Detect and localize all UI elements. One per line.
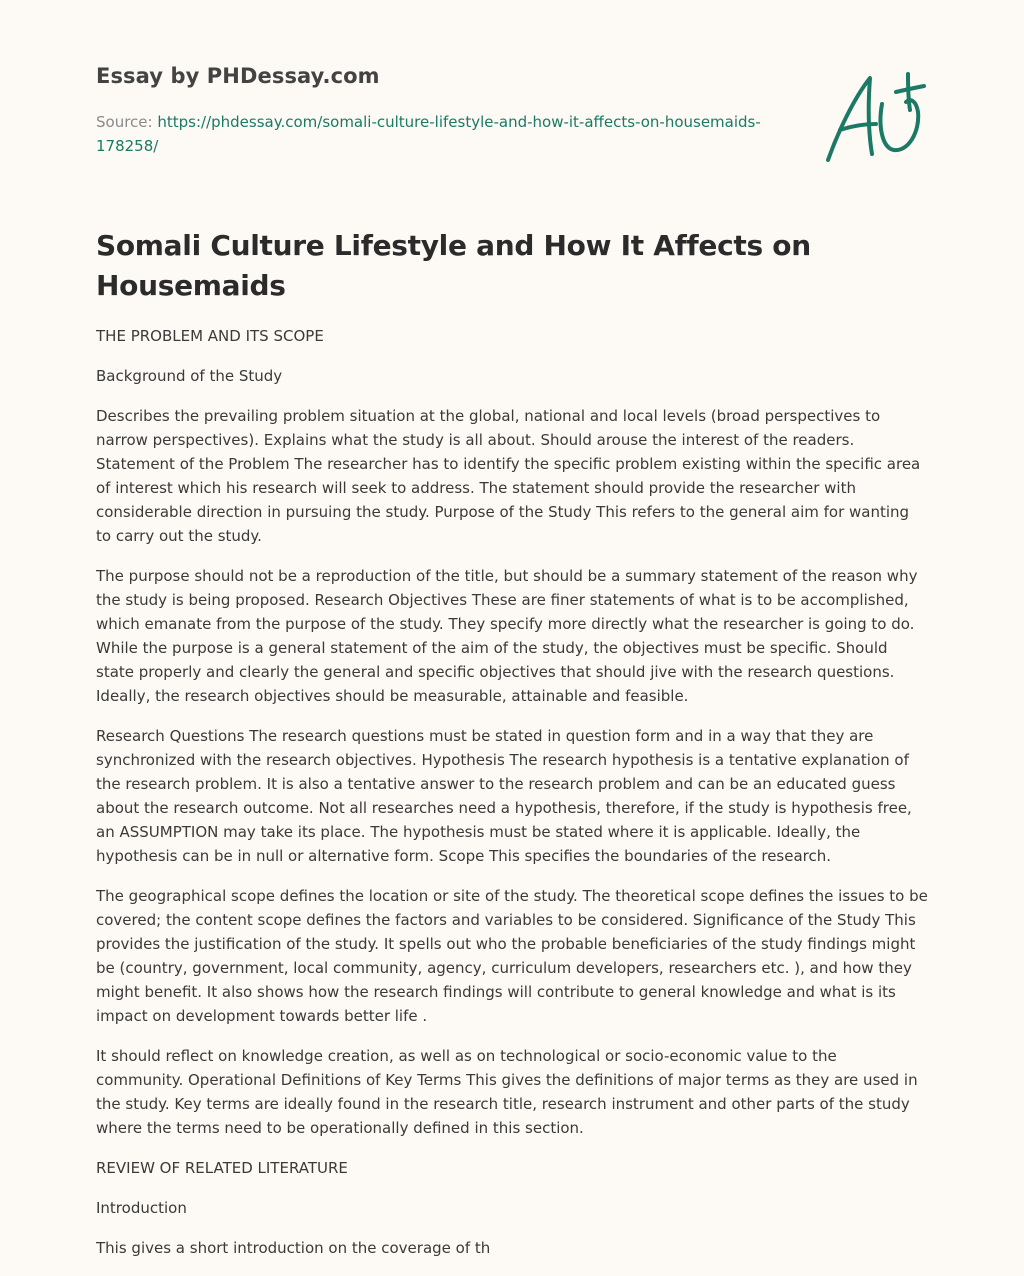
essay-paragraph: Describes the prevailing problem situation at the global, national and local levels (broad perspectives to narrow perspectives). Explains what the study is all about. Should arouse the interest of the readers. Statement of the Problem The researcher has to identify the specific problem existing within the specific area of interest which his research will seek to address. The statement should provide the researcher with considerable direction in pursuing the study. Purpose of the Study This refers to the general aim for wanting to carry out the study. xyxy=(96,407,921,545)
essay-paragraph: The purpose should not be a reproduction of the title, but should be a summary statement of the reason why the study is being proposed. Research Objectives These are finer statements of what is to be accomplished, which emanate from the purpose of the study. They specify more directly what the researcher is going to do. While the purpose is a general statement of the aim of the study, the objectives must be specific. Should state properly and clearly the general and specific objectives that should jive with the research questions. Ideally, the research objectives should be measurable, attainable and feasible. xyxy=(96,567,918,705)
essay-paragraph-truncated: This gives a short introduction on the coverage of th xyxy=(96,1239,491,1257)
essay-body xyxy=(96,324,928,1276)
essay-heading-problem: THE PROBLEM AND ITS SCOPE xyxy=(96,327,324,345)
a-plus-logo-icon xyxy=(824,68,928,168)
site-title: Essay by PHDessay.com xyxy=(96,64,380,88)
essay-title: Somali Culture Lifestyle and How It Affects on Housemaids xyxy=(96,229,811,302)
essay-paragraph: Research Questions The research questions must be stated in question form and in a way that they are synchronized with the research objectives. Hypothesis The research hypothesis is a tentative explanation of the research problem. It is also a tentative answer to the research problem and can be an educated guess about the research outcome. Not all researches need a hypothesis, therefore, if the study is hypothesis free, an ASSUMPTION may take its place. The hypothesis must be stated where it is applicable. Ideally, the hypothesis can be in null or alternative form. Scope This specifies the boundaries of the research. xyxy=(96,727,912,865)
source-line xyxy=(96,110,776,158)
essay-subheading-background: Background of the Study xyxy=(96,367,283,385)
essay-heading-literature: REVIEW OF RELATED LITERATURE xyxy=(96,1159,348,1177)
source-link[interactable]: https://phdessay.com/somali-culture-lifestyle-and-how-it-affects-on-housemaids-178258/ xyxy=(96,113,761,155)
essay-paragraph: The geographical scope defines the location or site of the study. The theoretical scope defines the issues to be covered; the content scope defines the factors and variables to be considered. Significance of the Study This provides the justification of the study. It spells out who the probable beneficiaries of the study findings might be (country, government, local community, agency, curriculum developers, researchers etc. ), and how they might benefit. It also shows how the research findings will contribute to general knowledge and what is its impact on development towards better life . xyxy=(96,887,928,1025)
source-label: Source: xyxy=(96,113,153,131)
essay-subheading-introduction: Introduction xyxy=(96,1199,187,1217)
essay-paragraph: It should reflect on knowledge creation, as well as on technological or socio-economic value to the community. Operational Definitions of Key Terms This gives the definitions of major terms as they are used in the study. Key terms are ideally found in the research title, research instrument and other parts of the study where the terms need to be operationally defined in this section. xyxy=(96,1047,918,1137)
